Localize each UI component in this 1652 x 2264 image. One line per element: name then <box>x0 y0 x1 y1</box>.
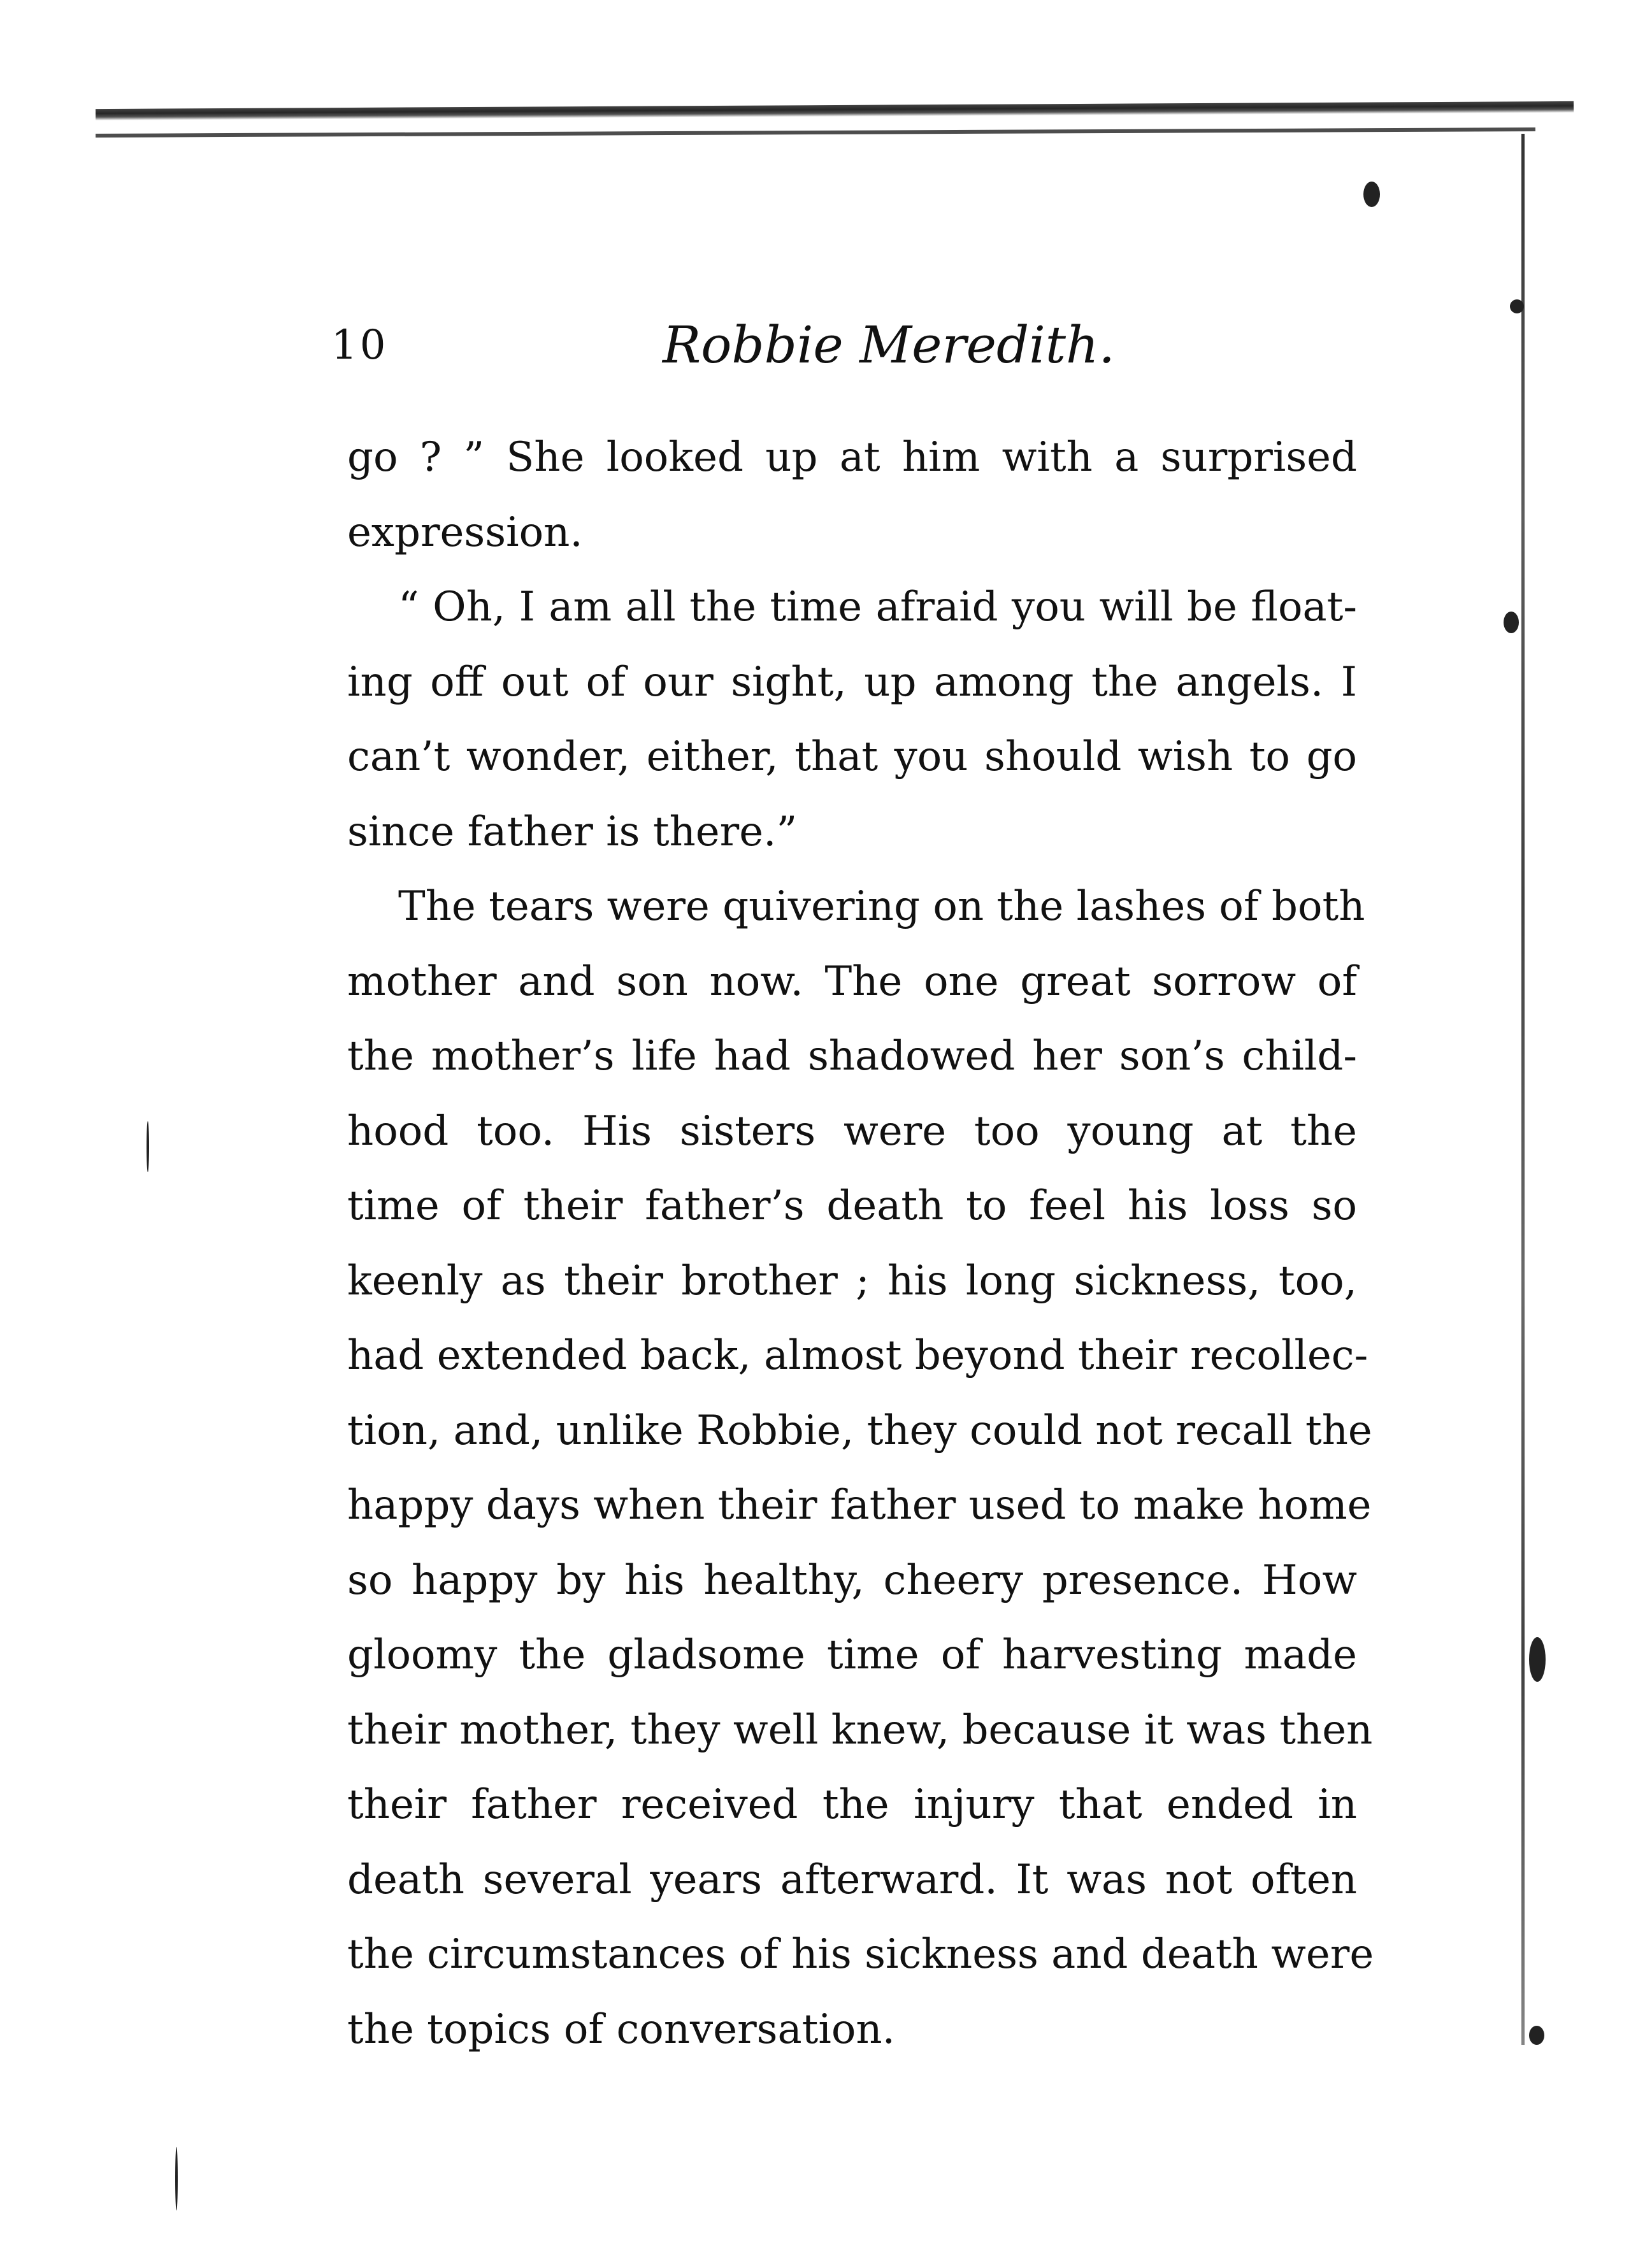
running-title: Robbie Meredith. <box>663 315 1115 375</box>
text-line: so happy by his healthy, cheery presence. How <box>347 1556 1357 1604</box>
text-line: The tears were quivering on the lashes of both <box>398 883 1365 930</box>
text-line: can’t wonder, either, that you should wish to go <box>347 733 1357 780</box>
text-line: happy days when their father used to make home <box>347 1482 1372 1529</box>
running-header <box>331 315 1383 385</box>
text-line: go ? ” She looked up at him with a surprised <box>347 434 1357 481</box>
text-line: expression. <box>347 508 583 556</box>
scan-speck <box>175 2147 178 2210</box>
top-edge-rule-thin <box>96 127 1535 138</box>
paragraph <box>347 570 1357 870</box>
scan-speck <box>1529 1637 1546 1682</box>
text-line: keenly as their brother ; his long sickness, too, <box>347 1257 1357 1305</box>
text-line: their mother, they well knew, because it was then <box>347 1706 1373 1754</box>
text-line: death several years afterward. It was not often <box>347 1856 1357 1903</box>
text-line: mother and son now. The one great sorrow of <box>347 957 1357 1005</box>
paragraph <box>347 870 1374 2067</box>
text-line: time of their father’s death to feel his loss so <box>347 1182 1357 1229</box>
scan-speck <box>1363 182 1380 207</box>
page-number: 10 <box>331 322 389 369</box>
scan-speck <box>1510 299 1524 313</box>
text-line: had extended back, almost beyond their recollec- <box>347 1332 1368 1379</box>
text-line: the mother’s life had shadowed her son’s child- <box>347 1033 1357 1080</box>
text-line: since father is there.” <box>347 808 798 856</box>
top-edge-rule <box>96 101 1574 120</box>
text-line: gloomy the gladsome time of harvesting made <box>347 1631 1357 1679</box>
right-edge-binding-line <box>1521 134 1525 2045</box>
text-line: tion, and, unlike Robbie, they could not recall the <box>347 1407 1372 1454</box>
text-line: ing off out of our sight, up among the angels. I <box>347 658 1357 706</box>
text-line: “ Oh, I am all the time afraid you will be float- <box>398 584 1357 631</box>
paragraph <box>347 420 1357 570</box>
text-line: hood too. His sisters were too young at the <box>347 1107 1357 1155</box>
scan-speck <box>147 1121 149 1172</box>
text-line: the topics of conversation. <box>347 2005 895 2053</box>
body-text <box>347 420 1374 2067</box>
text-line: their father received the injury that ended in <box>347 1781 1357 1828</box>
scan-speck <box>1529 2026 1544 2045</box>
text-line: the circumstances of his sickness and death were <box>347 1931 1374 1978</box>
scan-speck <box>1504 612 1519 633</box>
